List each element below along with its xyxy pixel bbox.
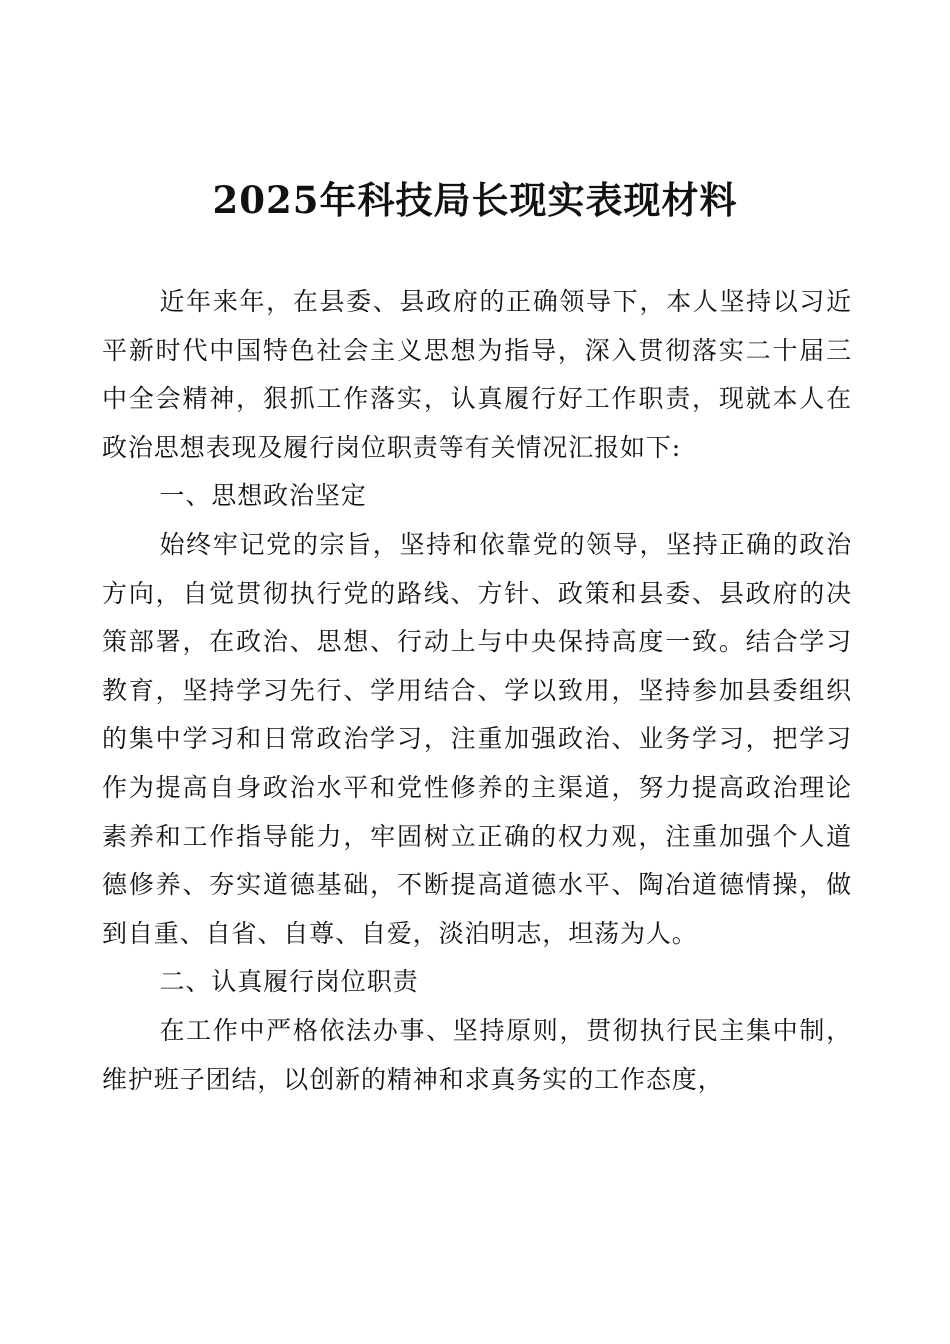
section-heading-2: 二、认真履行岗位职责	[159, 967, 419, 997]
section-2-paragraph: 在工作中严格依法办事、坚持原则，贯彻执行民主集中制，维护班子团结，以创新的精神和求真务实的工作态度，	[102, 1015, 852, 1094]
intro-paragraph: 近年来年，在县委、县政府的正确领导下，本人坚持以习近平新时代中国特色社会主义思想为指导，深入贯彻落实二十届三中全会精神，狠抓工作落实，认真履行好工作职责，现就本人在政治思想表现及履行岗位职责等有关情况汇报如下:	[102, 287, 852, 462]
document-title: 2025年科技局长现实表现材料	[212, 178, 738, 222]
section-heading-1: 一、思想政治坚定	[159, 481, 367, 511]
document-body	[102, 278, 852, 1104]
section-1-paragraph: 始终牢记党的宗旨，坚持和依靠党的领导，坚持正确的政治方向，自觉贯彻执行党的路线、方针、政策和县委、县政府的决策部署，在政治、思想、行动上与中央保持高度一致。结合学习教育，坚持学习先行、学用结合、学以致用，坚持参加县委组织的集中学习和日常政治学习，注重加强政治、业务学习，把学习作为提高自身政治水平和党性修养的主渠道，努力提高政治理论素养和工作指导能力，牢固树立正确的权力观，注重加强个人道德修养、夯实道德基础，不断提高道德水平、陶冶道德情操，做到自重、自省、自尊、自爱，淡泊明志，坦荡为人。	[102, 529, 852, 948]
